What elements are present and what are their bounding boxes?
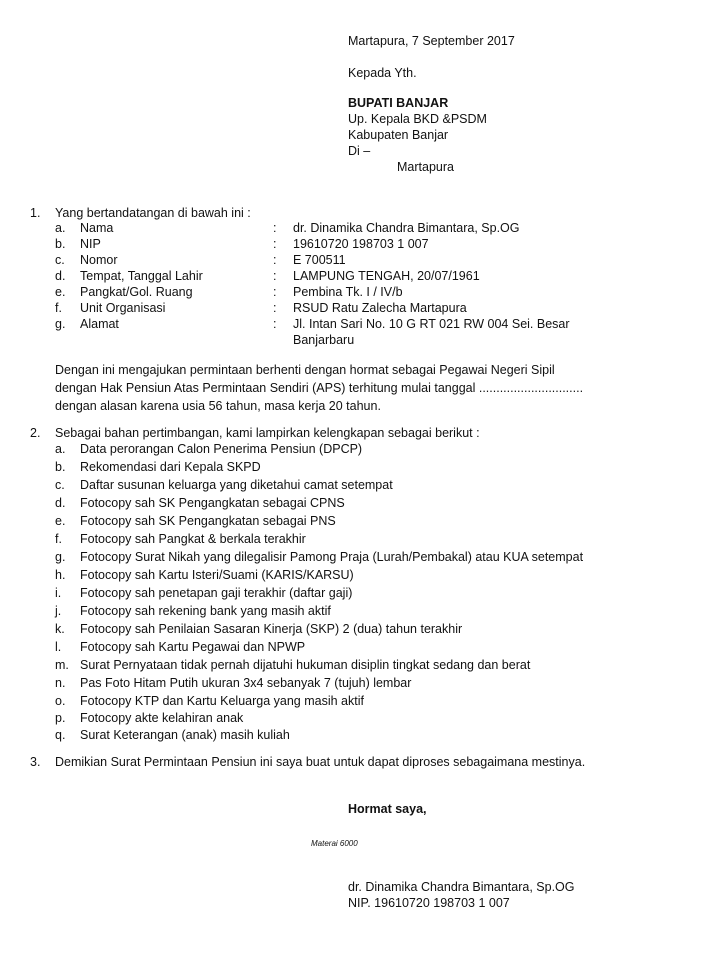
closing: Hormat saya, — [348, 802, 427, 816]
field-letter: e. — [55, 285, 66, 299]
field-letter: a. — [55, 221, 66, 235]
recipient-up: Up. Kepala BKD &PSDM — [348, 112, 487, 126]
list-item — [0, 549, 724, 566]
field-colon: : — [273, 221, 277, 235]
item-text: Fotocopy sah SK Pengangkatan sebagai PNS — [80, 514, 336, 528]
request-paragraph — [55, 361, 653, 415]
item-letter: i. — [55, 586, 62, 600]
item-text: Pas Foto Hitam Putih ukuran 3x4 sebanyak 7 (tujuh) lembar — [80, 676, 412, 690]
item-letter: a. — [55, 442, 66, 456]
item-letter: j. — [55, 604, 62, 618]
list-item — [0, 441, 724, 458]
recipient: BUPATI BANJAR — [348, 96, 449, 110]
paragraph-line: dengan Hak Pensiun Atas Permintaan Sendiri (APS) terhitung mulai tanggal .............................. — [55, 381, 584, 395]
item-text: Fotocopy akte kelahiran anak — [80, 711, 244, 725]
field-letter: c. — [55, 253, 65, 267]
item-text: Fotocopy sah Penilaian Sasaran Kinerja (SKP) 2 (dua) tahun terakhir — [80, 622, 463, 636]
section-3-number: 3. — [30, 755, 41, 769]
field-label: Nomor — [80, 253, 118, 267]
item-text: Data perorangan Calon Penerima Pensiun (DPCP) — [80, 442, 363, 456]
item-letter: h. — [55, 568, 66, 582]
item-letter: q. — [55, 728, 66, 742]
field-label: Tempat, Tanggal Lahir — [80, 269, 203, 283]
field-label: Pangkat/Gol. Ruang — [80, 285, 193, 299]
item-text: Surat Pernyataan tidak pernah dijatuhi hukuman disiplin tingkat sedang dan berat — [80, 658, 531, 672]
item-letter: f. — [55, 532, 62, 546]
field-letter: b. — [55, 237, 66, 251]
list-item — [0, 585, 724, 602]
item-text: Rekomendasi dari Kepala SKPD — [80, 460, 261, 474]
field-label: Alamat — [80, 317, 119, 331]
list-item — [0, 675, 724, 692]
list-item — [0, 567, 724, 584]
item-text: Fotocopy sah Pangkat & berkala terakhir — [80, 532, 306, 546]
section-1-number: 1. — [30, 206, 41, 220]
list-item — [0, 693, 724, 710]
list-item — [0, 639, 724, 656]
list-item — [0, 657, 724, 674]
list-item — [0, 710, 724, 727]
field-label: Nama — [80, 221, 114, 235]
item-text: Fotocopy KTP dan Kartu Keluarga yang masih aktif — [80, 694, 364, 708]
item-letter: b. — [55, 460, 66, 474]
paragraph-line: dengan alasan karena usia 56 tahun, masa kerja 20 tahun. — [55, 399, 381, 413]
stamp-label: Materai 6000 — [311, 839, 358, 848]
field-colon: : — [273, 301, 277, 315]
field-value: E 700511 — [293, 253, 346, 267]
item-text: Daftar susunan keluarga yang diketahui camat setempat — [80, 478, 393, 492]
field-value: dr. Dinamika Chandra Bimantara, Sp.OG — [293, 221, 520, 235]
item-letter: g. — [55, 550, 66, 564]
recipient-di: Di – — [348, 144, 371, 158]
field-colon: : — [273, 237, 277, 251]
field-row — [0, 220, 724, 237]
field-label: Unit Organisasi — [80, 301, 166, 315]
item-letter: l. — [55, 640, 62, 654]
place-date: Martapura, 7 September 2017 — [348, 34, 515, 48]
field-row — [0, 236, 724, 253]
section-1-intro: Yang bertandatangan di bawah ini : — [55, 206, 251, 220]
field-colon: : — [273, 285, 277, 299]
field-value: LAMPUNG TENGAH, 20/07/1961 — [293, 269, 480, 283]
item-letter: o. — [55, 694, 66, 708]
item-letter: p. — [55, 711, 66, 725]
signer-nip: NIP. 19610720 198703 1 007 — [348, 896, 510, 910]
recipient-regency: Kabupaten Banjar — [348, 128, 449, 142]
address-line-2: Banjarbaru — [293, 333, 355, 347]
field-row — [0, 316, 724, 333]
item-letter: d. — [55, 496, 66, 510]
field-row — [0, 284, 724, 301]
item-text: Fotocopy sah Kartu Pegawai dan NPWP — [80, 640, 306, 654]
field-value: Jl. Intan Sari No. 10 G RT 021 RW 004 Sei. Besar — [293, 317, 570, 331]
item-text: Fotocopy sah SK Pengangkatan sebagai CPNS — [80, 496, 345, 510]
item-letter: m. — [55, 658, 69, 672]
item-text: Surat Keterangan (anak) masih kuliah — [80, 728, 290, 742]
list-item — [0, 727, 724, 744]
list-item — [0, 513, 724, 530]
list-item — [0, 531, 724, 548]
list-item — [0, 477, 724, 494]
field-colon: : — [273, 317, 277, 331]
paragraph-line: Dengan ini mengajukan permintaan berhenti dengan hormat sebagai Pegawai Negeri Sipil — [55, 363, 555, 377]
field-value: 19610720 198703 1 007 — [293, 237, 429, 251]
item-letter: n. — [55, 676, 66, 690]
field-value: Pembina Tk. I / IV/b — [293, 285, 403, 299]
list-item — [0, 621, 724, 638]
signer-name: dr. Dinamika Chandra Bimantara, Sp.OG — [348, 880, 575, 894]
list-item — [0, 459, 724, 476]
field-label: NIP — [80, 237, 101, 251]
field-row — [0, 268, 724, 285]
item-text: Fotocopy sah Kartu Isteri/Suami (KARIS/KARSU) — [80, 568, 354, 582]
item-letter: k. — [55, 622, 65, 636]
field-letter: g. — [55, 317, 66, 331]
recipient-city: Martapura — [397, 160, 454, 174]
field-colon: : — [273, 269, 277, 283]
section-3-text: Demikian Surat Permintaan Pensiun ini saya buat untuk dapat diproses sebagaimana mestinya. — [55, 755, 586, 769]
field-row — [0, 252, 724, 269]
list-item — [0, 495, 724, 512]
field-row — [0, 300, 724, 317]
field-letter: f. — [55, 301, 62, 315]
section-2-intro: Sebagai bahan pertimbangan, kami lampirkan kelengkapan sebagai berikut : — [55, 426, 480, 440]
field-value: RSUD Ratu Zalecha Martapura — [293, 301, 467, 315]
item-text: Fotocopy sah rekening bank yang masih aktif — [80, 604, 331, 618]
item-text: Fotocopy Surat Nikah yang dilegalisir Pamong Praja (Lurah/Pembakal) atau KUA setempat — [80, 550, 584, 564]
item-letter: c. — [55, 478, 65, 492]
field-colon: : — [273, 253, 277, 267]
field-letter: d. — [55, 269, 66, 283]
to-label: Kepada Yth. — [348, 66, 417, 80]
field-row — [0, 332, 724, 349]
item-letter: e. — [55, 514, 66, 528]
list-item — [0, 603, 724, 620]
item-text: Fotocopy sah penetapan gaji terakhir (daftar gaji) — [80, 586, 353, 600]
section-2-number: 2. — [30, 426, 41, 440]
